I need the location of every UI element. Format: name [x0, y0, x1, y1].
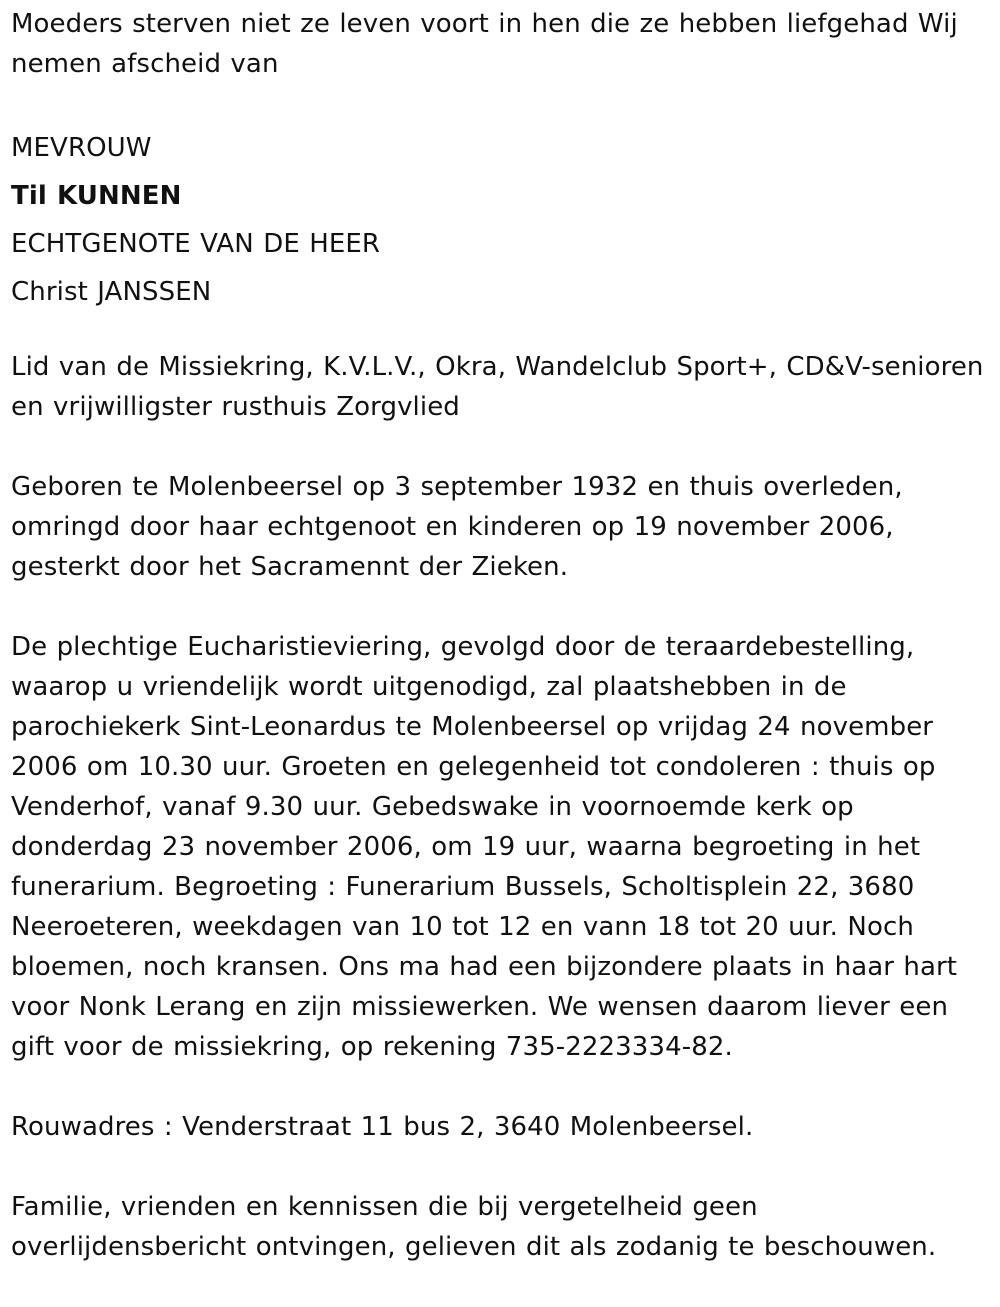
birth-death-text: Geboren te Molenbeersel op 3 september 1932 en thuis overleden, omringd door haar echtgenoot en kinderen op 19 november 2006, gesterkt door het Sacramennt der Zieken. — [11, 472, 903, 582]
deceased-name: Til KUNNEN — [11, 181, 182, 211]
ceremony-text: De plechtige Eucharistieviering, gevolgd door de teraardebestelling, waarop u vriendelijk wordt uitgenodigd, zal plaatshebben in de parochiekerk Sint-Leonardus te Molenbeersel op vrijdag 24 november 2006 om 10.30 uur. Groeten en gelegenheid tot condoleren : thuis op Venderhof, vanaf 9.30 uur. Gebedswake in voornoemde kerk op donderdag 23 november 2006, om 19 uur, waarna begroeting in het funerarium. Begroeting : Funerarium Bussels, Scholtisplein 22, 3680 Neeroeteren, weekdagen van 10 tot 12 en vann 18 tot 20 uur. Noch bloemen, noch kransen. Ons ma had een bijzondere plaats in haar hart voor Nonk Lerang en zijn missiewerken. We wensen daarom liever een gift voor de missiekring, op rekening 735-2223334-82. — [11, 632, 958, 1062]
memberships-text: Lid van de Missiekring, K.V.L.V., Okra, Wandelclub Sport+, CD&V-senioren en vrijwilligster rusthuis Zorgvlied — [11, 352, 984, 422]
death-notice — [11, 4, 986, 1307]
name-block — [11, 124, 986, 316]
intro-text: Moeders sterven niet ze leven voort in hen die ze hebben liefgehad Wij nemen afscheid van — [11, 9, 958, 79]
spouse-name: Christ JANSSEN — [11, 277, 212, 307]
title-prefix: MEVROUW — [11, 133, 152, 163]
closing-text: Familie, vrienden en kennissen die bij vergetelheid geen overlijdensbericht ontvingen, gelieven dit als zodanig te beschouwen. — [11, 1192, 937, 1262]
spouse-prefix: ECHTGENOTE VAN DE HEER — [11, 229, 381, 259]
address-text: Rouwadres : Venderstraat 11 bus 2, 3640 Molenbeersel. — [11, 1112, 754, 1142]
